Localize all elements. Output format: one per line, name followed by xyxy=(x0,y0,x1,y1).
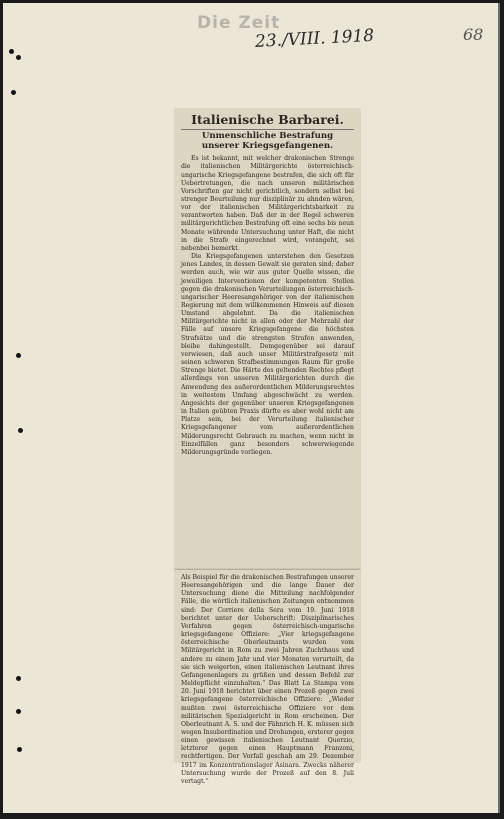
newspaper-clipping-upper xyxy=(175,109,360,571)
newspaper-masthead: Die Zeit xyxy=(197,13,281,33)
punch-hole xyxy=(16,55,21,60)
article-title: Italienische Barbarei. xyxy=(181,113,354,130)
punch-hole xyxy=(17,747,22,752)
article-paragraph-2: Die Kriegsgefangenen unterstehen den Gesetzen jenes Landes, in dessen Gewalt sie geraten sind; daher werden auch, wie wir aus guter Quelle wissen, die jeweiligen Interventionen der kompetenten Stellen gegen die drakonischen Verurteilungen österreichisch-ungarischer Heeresangehöriger von der italienischen Regierung mit dem willkommenen Hinweis auf diesen Umstand abgelehnt. Da die italienischen Militärgerichte nicht in allen oder der Mehrzahl der Fälle auf unsere Kriegsgefangene die höchsten Strafsätze und die strengsten Strafen anwenden, bleibe dahingestellt. Demgegenüber sei darauf verwiesen, daß auch unser Militärstrafgesetz mit seinen schweren Strafbestimmungen Raum für große Strenge bietet. Die Härte des geltenden Rechtes pflegt allerdings von unseren Militärgerichten durch die Anwendung des außerordentlichen Milderungsrechtes in weitestem Umfang abgeschwächt zu werden. Angesichts der gegenüber unseren Kriegsgefangenen in Italien geübten Praxis dürfte es aber wohl nicht am Platze sein, bei der Verurteilung italienischer Kriegsgefangener vom außerordentlichen Milderungsrecht Gebrauch zu machen, wenn nicht in Einzelfällen ganz besonders schwerwiegende Milderungsgründe vorliegen. xyxy=(181,253,354,456)
article-paragraph-1: Es ist bekannt, mit welcher drakonischen Strenge die italienischen Militärgerichte österreichisch-ungarische Kriegsgefangene bestrafen, die sich oft für Uebertretungen, die nach unseren militärischen Vorschriften gar nicht gerichtlich, sondern selbst bei strenger Beurteilung nur disziplinär zu ahnden wären, vor der italienischen Militärgerichtsbarkeit zu verantworten haben. Daß der in der Regel schweren militärgerichtlichen Bestrafung oft eine sechs bis neun Monate währende Untersuchung unter Haft, die nicht in die Strafe eingerechnet wird, vorangeht, sei nebenbei bemerkt. xyxy=(181,155,354,252)
article-subtitle: Unmenschliche Bestrafung unserer Kriegsgefangenen. xyxy=(201,131,334,151)
punch-hole xyxy=(18,428,23,433)
article-paragraph-3: Als Beispiel für die drakonischen Bestrafungen unserer Heeresangehörigen und die lange Dauer der Untersuchung diene die Mitteilung nachfolgender Fälle, die wörtlich italienischen Zeitungen entnommen sind: Der Corriere della Sera vom 19. Juni 1918 berichtet unter der Ueberschrift: Disziplinarisches Verfahren gegen österreichisch-ungarische kriegsgefangene Offiziere: „Vier kriegsgefangene österreichische Oberleutnants wurden vom Militärgericht in Rom zu zwei Jahren Zuchthaus und andere zu einem Jahr und vier Monaten verurteilt, da sie sich weigerten, einen italienischen Leutnant ihres Gefangenenlagers zu grüßen und dessen Befehl zur Meldepflicht einzuhalten.“ Das Blatt La Stampa vom 20. Juni 1918 berichtet über einen Prozeß gegen zwei kriegsgefangene österreichische Offiziere: „Wieder mußten zwei österreichische Offiziere vor dem militärischen Spezialgericht in Rom erscheinen. Der Oberleutnant A. S. und der Fähnrich H. K. müssen sich wegen Insubordination und Drohungen, ersterer gegen einen gewissen italienischen Leutnant Querzio, letzterer gegen einen Hauptmann Franzoni, rechtfertigen. Der Vorfall geschah am 29. Dezember 1917 im Konzentrationslager Asinara. Zwecks näherer Untersuchung wurde der Prozeß auf den 8. Juli vertagt.“ xyxy=(181,574,354,785)
punch-hole xyxy=(9,49,14,54)
newspaper-clipping-lower xyxy=(175,569,360,785)
punch-hole xyxy=(16,353,21,358)
page-number: 68 xyxy=(463,25,484,44)
handwritten-date: 23./VIII. 1918 xyxy=(254,25,375,52)
punch-hole xyxy=(16,676,21,681)
punch-hole xyxy=(16,709,21,714)
punch-hole xyxy=(11,90,16,95)
archive-sheet xyxy=(3,3,500,813)
